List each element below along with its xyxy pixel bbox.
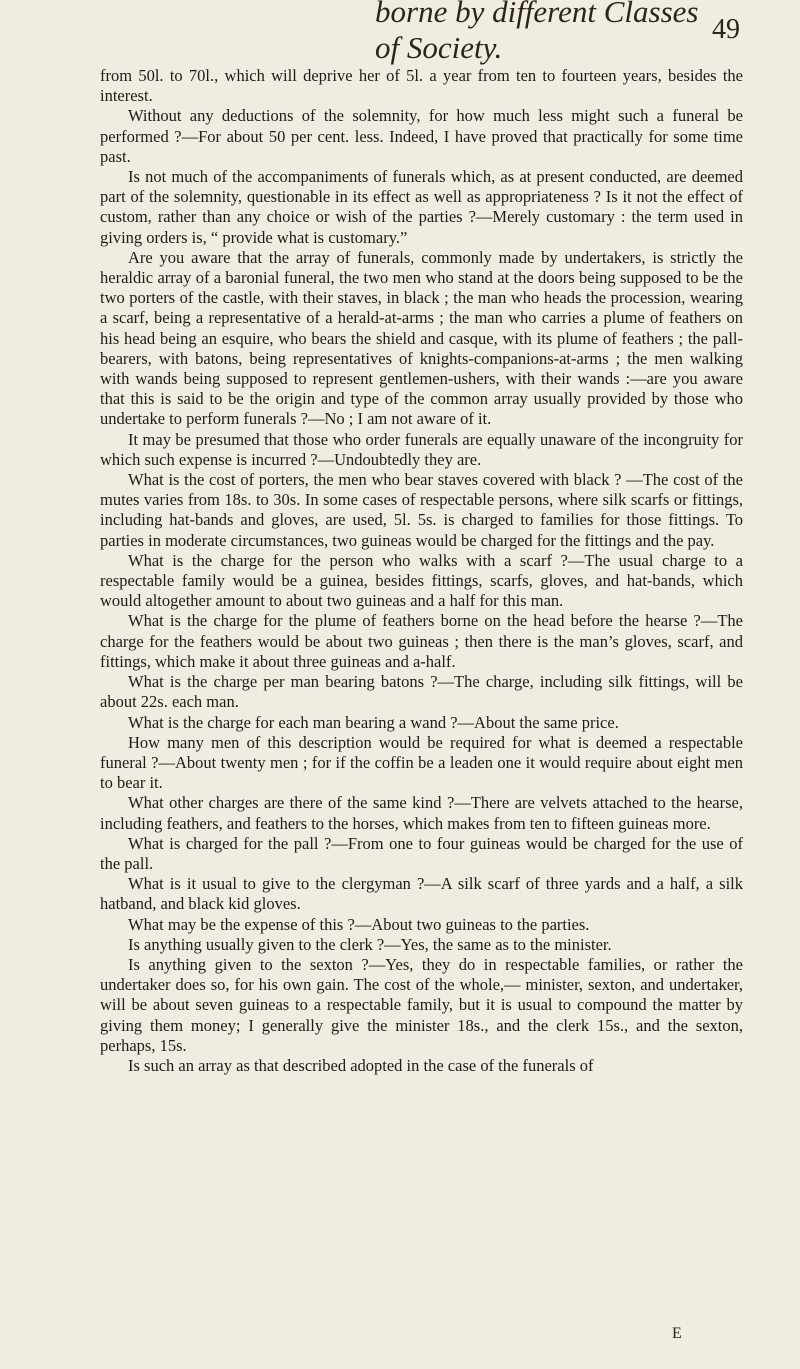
paragraph-13: What is charged for the pall ?—From one to four guineas would be charged for the use of the pall. [100,833,743,873]
paragraph-11: How many men of this description would be required for what is deemed a respectable funeral ?—About twenty men ; for if the coffin be a leaden one it would require about eight men to bear it. [100,732,743,793]
paragraph-2: Without any deductions of the solemnity, for how much less might such a funeral be performed ?—For about 50 per cent. less. Indeed, I have proved that practically for some time past. [100,106,743,166]
paragraph-16: Is anything usually given to the clerk ?—Yes, the same as to the minister. [128,934,612,954]
paragraph-7: What is the charge for the person who walks with a scarf ?—The usual charge to a respectable family would be a guinea, besides fittings, scarfs, gloves, and hat-bands, which would altogether amount to about two guineas and a half for this man. [100,550,743,611]
paragraph-4: Are you aware that the array of funerals, commonly made by undertakers, is strictly the heraldic array of a baronial funeral, the two men who stand at the doors being supposed to be the two porters of the castle, with their staves, in black ; the man who heads the procession, wearing a scarf, being a representative of a herald-at-arms ; the man who carries a plume of feathers on his head being an esquire, who bears the shield and casque, with its plume of feathers ; the pall-bearers, with batons, being representatives of knights-companions-at-arms ; the men walking with wands being supposed to represent gentlemen-ushers, with their wands :—are you aware that this is said to be the origin and type of the common array usually provided by those who undertake to perform funerals ?—No ; I am not aware of it. [100,247,743,429]
running-title: borne by different Classes of Society. [375,0,699,65]
paragraph-1: from 50l. to 70l., which will deprive her of 5l. a year from ten to fourteen years, besides the interest. [100,66,743,106]
paragraph-3: Is not much of the accompaniments of funerals which, as at present conducted, are deemed part of the solemnity, questionable in its effect as well as appropriateness ? Is it not the effect of custom, rather than any choice or wish of the parties ?—Merely customary : the term used in giving orders is, “ provide what is customary.” [100,167,743,247]
paragraph-5: It may be presumed that those who order funerals are equally unaware of the incongruity for which such expense is incurred ?—Undoubtedly they are. [100,429,743,469]
paragraph-10: What is the charge for each man bearing a wand ?—About the same price. [128,712,619,732]
paragraph-12: What other charges are there of the same kind ?—There are velvets attached to the hearse, including feathers, and feathers to the horses, which makes from ten to fifteen guineas more. [100,793,743,833]
paragraph-14: What is it usual to give to the clergyman ?—A silk scarf of three yards and a half, a silk hatband, and black kid gloves. [100,874,743,914]
paragraph-17: Is anything given to the sexton ?—Yes, they do in respectable families, or rather the undertaker does so, for his own gain. The cost of the whole,— minister, sexton, and undertaker, will be about seven guineas to a respectable family, but it is usual to compound the matter by giving them money; I generally give the minister 18s., and the clerk 15s., and the sexton, perhaps, 15s. [100,954,743,1055]
paragraph-6: What is the cost of porters, the men who bear staves covered with black ? —The cost of the mutes varies from 18s. to 30s. In some cases of respectable persons, where silk scarfs or fittings, including hat-bands and gloves, are used, 5l. 5s. is charged to families for those fittings. To parties in moderate circumstances, two guineas would be charged for the fittings and the pay. [100,470,743,550]
page-number: 49 [712,14,740,45]
body-text [100,66,743,1336]
paragraph-15: What may be the expense of this ?—About two guineas to the parties. [128,914,590,934]
running-head [100,0,740,65]
paragraph-9: What is the charge per man bearing batons ?—The charge, including silk fittings, will be about 22s. each man. [100,672,743,712]
signature-mark: E [672,1325,682,1342]
paragraph-18: Is such an array as that described adopted in the case of the funerals of [128,1055,594,1075]
paragraph-8: What is the charge for the plume of feathers borne on the head before the hearse ?—The charge for the feathers would be about two guineas ; then there is the man’s gloves, scarf, and fittings, which make it about three guineas and a-half. [100,611,743,671]
